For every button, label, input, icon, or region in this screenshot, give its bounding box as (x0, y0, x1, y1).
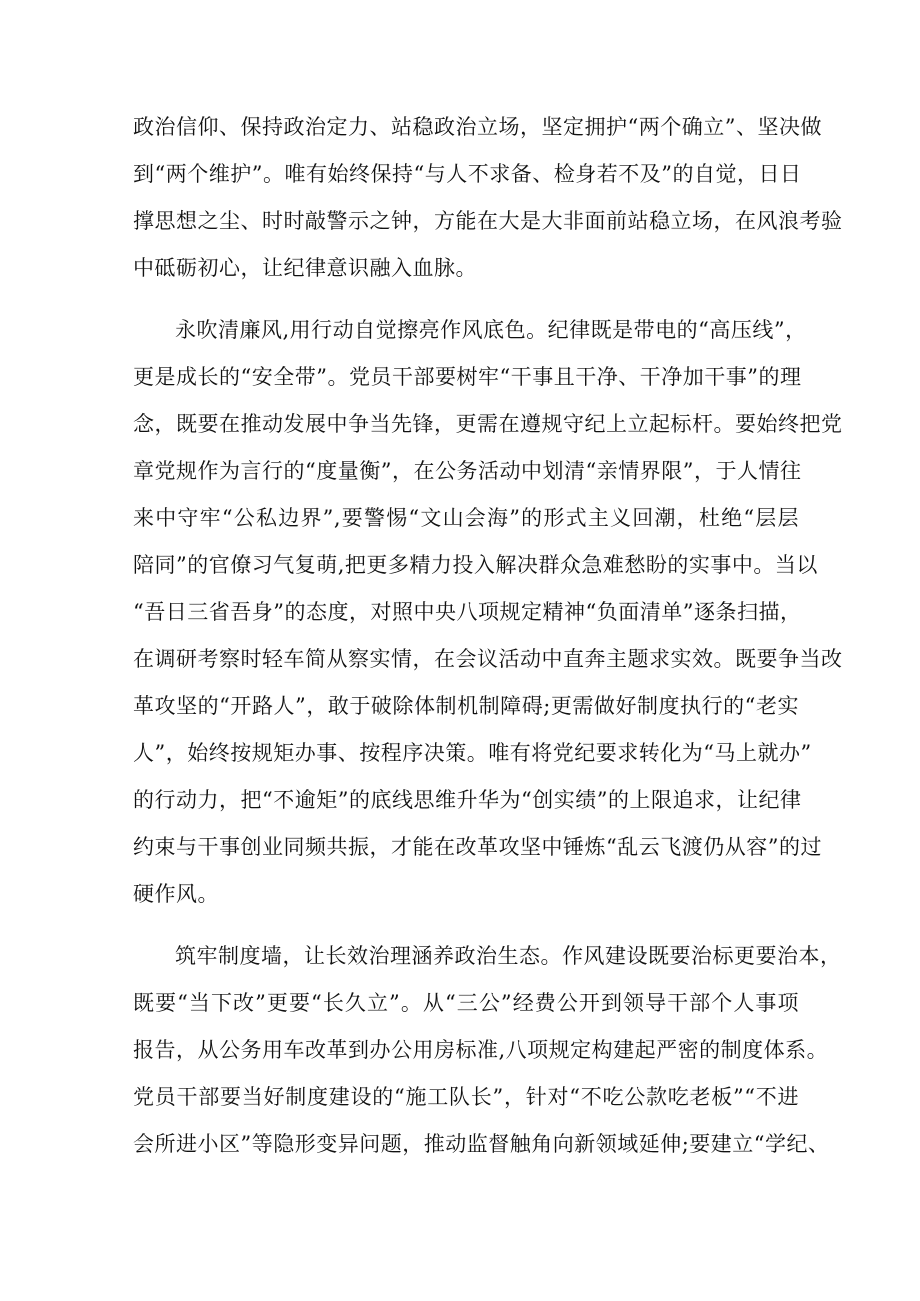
text-line: 在调研考察时轻车简从察实情，在会议活动中直奔主题求实效。既要争当改 (133, 647, 843, 671)
text-line: 来中守牢“公私边界”,要警惕“文山会海”的形式主义回潮，杜绝“层层 (133, 506, 799, 530)
text-line: 永吹清廉风,用行动自觉擦亮作风底色。纪律既是带电的“高压线”， (175, 318, 807, 342)
paragraph-1 (133, 104, 843, 292)
text-line: 既要“当下改”更要“长久立”。从“三公”经费公开到领导干部个人事项 (133, 991, 799, 1015)
text-line: 会所进小区”等隐形变异问题，推动监督触角向新领域延伸;要建立“学纪、 (133, 1132, 830, 1156)
text-line: 中砥砺初心，让纪律意识融入血脉。 (133, 256, 477, 280)
text-line: 陪同”的官僚习气复萌,把更多精力投入解决群众急难愁盼的实事中。当以 (133, 553, 818, 577)
text-line: 章党规作为言行的“度量衡”，在公务活动中划清“亲情界限”，于人情往 (133, 459, 802, 483)
text-line: 到“两个维护”。唯有始终保持“与人不求备、检身若不及”的自觉，日日 (133, 162, 802, 186)
paragraph-spacing (133, 292, 799, 307)
text-line: 更是成长的“安全带”。党员干部要树牢“干事且干净、干净加干事”的理 (133, 365, 802, 389)
text-line: 人”，始终按规矩办事、按程序决策。唯有将党纪要求转化为“马上就办” (133, 741, 812, 765)
text-line: 硬作风。 (133, 882, 219, 906)
text-line: “吾日三省吾身”的态度，对照中央八项规定精神“负面清单”逐条扫描， (133, 600, 802, 624)
paragraph-3 (133, 933, 842, 1168)
text-line: 政治信仰、保持政治定力、站稳政治立场，坚定拥护“两个确立”、坚决做 (133, 115, 822, 139)
text-line: 约束与干事创业同频共振，才能在改革攻坚中锤炼“乱云飞渡仍从容”的过 (133, 835, 822, 859)
text-line: 革攻坚的“开路人”，敢于破除体制机制障碍;更需做好制度执行的“老实 (133, 694, 799, 718)
paragraph-spacing (133, 918, 799, 933)
document-body (133, 104, 843, 1168)
text-line: 念，既要在推动发展中争当先锋，更需在遵规守纪上立起标杆。要始终把党 (133, 412, 843, 436)
text-line: 筑牢制度墙，让长效治理涵养政治生态。作风建设既要治标更要治本， (175, 944, 842, 968)
text-line: 的行动力，把“不逾矩”的底线思维升华为“创实绩”的上限追求，让纪律 (133, 788, 802, 812)
text-line: 撑思想之尘、时时敲警示之钟，方能在大是大非面前站稳立场，在风浪考验 (133, 209, 843, 233)
text-line: 报告，从公务用车改革到办公用房标准,八项规定构建起严密的制度体系。 (133, 1038, 829, 1062)
text-line: 党员干部要当好制度建设的“施工队长”，针对“不吃公款吃老板”“不进 (133, 1085, 799, 1109)
paragraph-2 (133, 307, 843, 918)
